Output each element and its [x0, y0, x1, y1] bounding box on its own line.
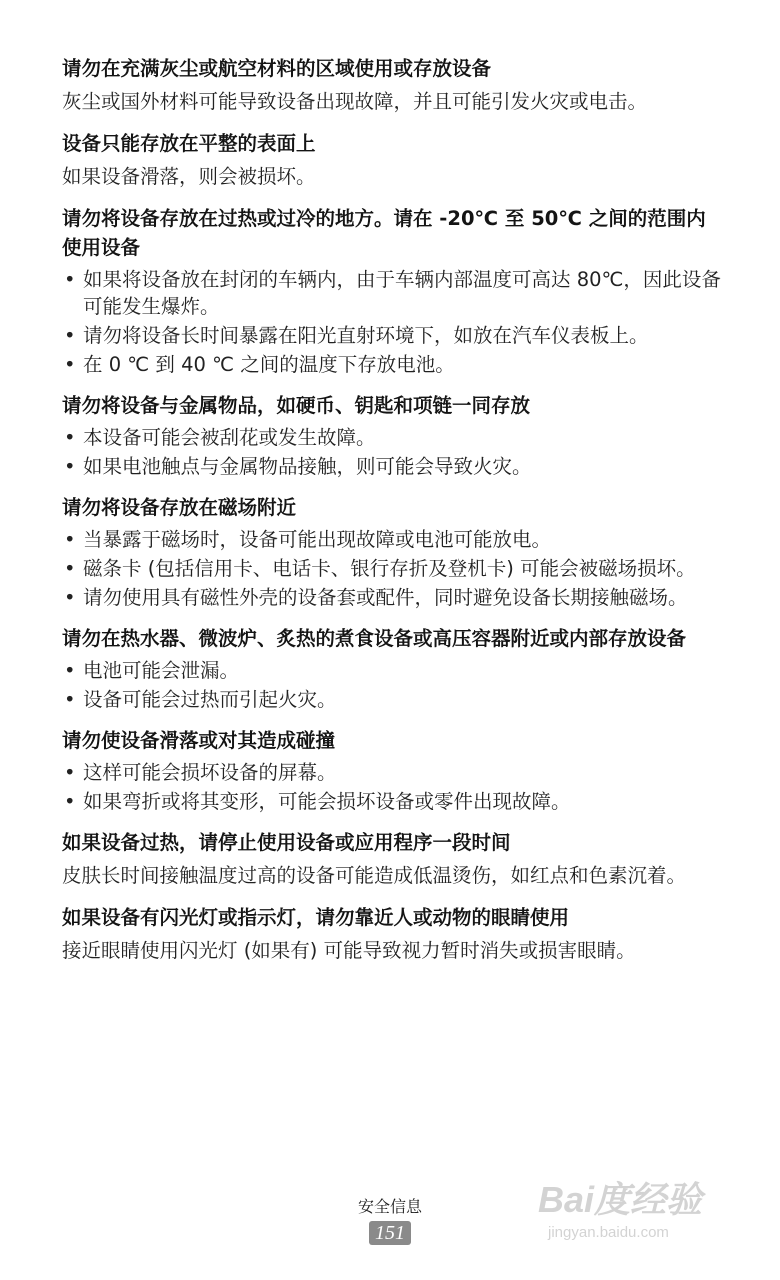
safety-section — [62, 493, 722, 611]
bullet-item — [62, 584, 722, 611]
bullet-item — [62, 351, 722, 378]
bullet-text: 这样可能会损坏设备的屏幕。 — [83, 761, 337, 784]
bullet-text: 如果电池触点与金属物品接触，则可能会导致火灾。 — [83, 455, 532, 478]
section-heading: 请勿在热水器、微波炉、炙热的煮食设备或高压容器附近或内部存放设备 — [62, 627, 687, 650]
bullet-text: 电池可能会泄漏。 — [83, 659, 240, 682]
bullet-dot-icon: • — [64, 761, 76, 784]
section-body: 灰尘或国外材料可能导致设备出现故障，并且可能引发火灾或电击。 — [62, 90, 648, 113]
bullet-dot-icon: • — [64, 426, 76, 449]
bullet-dot-icon: • — [64, 455, 76, 478]
safety-section — [62, 54, 722, 116]
section-heading: 请勿在充满灰尘或航空材料的区域使用或存放设备 — [62, 57, 492, 80]
safety-section — [62, 726, 722, 815]
section-heading: 如果设备有闪光灯或指示灯，请勿靠近人或动物的眼睛使用 — [62, 906, 570, 929]
bullet-text: 请勿将设备长时间暴露在阳光直射环境下，如放在汽车仪表板上。 — [83, 324, 649, 347]
bullet-list — [62, 657, 722, 713]
bullet-item — [62, 526, 722, 553]
safety-section — [62, 624, 722, 713]
section-body: 如果设备滑落，则会被损坏。 — [62, 165, 316, 188]
section-heading: 请勿将设备与金属物品，如硬币、钥匙和项链一同存放 — [62, 394, 531, 417]
bullet-text: 本设备可能会被刮花或发生故障。 — [83, 426, 376, 449]
footer-title: 安全信息 — [357, 1197, 422, 1216]
bullet-item — [62, 686, 722, 713]
safety-section — [62, 828, 722, 890]
bullet-text: 如果弯折或将其变形，可能会损坏设备或零件出现故障。 — [83, 790, 571, 813]
bullet-list — [62, 424, 722, 480]
bullet-item — [62, 555, 722, 582]
bullet-item — [62, 759, 722, 786]
bullet-text: 请勿使用具有磁性外壳的设备套或配件，同时避免设备长期接触磁场。 — [83, 586, 688, 609]
section-heading: 设备只能存放在平整的表面上 — [62, 132, 316, 155]
bullet-text: 设备可能会过热而引起火灾。 — [83, 688, 337, 711]
safety-section — [62, 204, 722, 378]
watermark-brand: Bai度经验 — [538, 1179, 703, 1220]
bullet-item — [62, 453, 722, 480]
bullet-text: 如果将设备放在封闭的车辆内，由于车辆内部温度可高达 80℃，因此设备可能发生爆炸。 — [83, 268, 721, 318]
bullet-list — [62, 266, 722, 378]
bullet-dot-icon: • — [64, 688, 76, 711]
bullet-dot-icon: • — [64, 353, 76, 376]
section-body: 接近眼睛使用闪光灯 (如果有) 可能导致视力暂时消失或损害眼睛。 — [62, 939, 636, 962]
bullet-text: 在 0 ℃ 到 40 ℃ 之间的温度下存放电池。 — [83, 353, 455, 376]
section-heading: 请勿使设备滑落或对其造成碰撞 — [62, 729, 336, 752]
bullet-dot-icon: • — [64, 659, 76, 682]
bullet-dot-icon: • — [64, 557, 76, 580]
bullet-list — [62, 759, 722, 815]
bullet-dot-icon: • — [64, 790, 76, 813]
bullet-text: 磁条卡 (包括信用卡、电话卡、银行存折及登机卡) 可能会被磁场损坏。 — [83, 557, 696, 580]
bullet-text: 当暴露于磁场时，设备可能出现故障或电池可能放电。 — [83, 528, 552, 551]
watermark-logo — [538, 1168, 738, 1248]
section-body: 皮肤长时间接触温度过高的设备可能造成低温烫伤，如红点和色素沉着。 — [62, 864, 687, 887]
section-heading: 请勿将设备存放在磁场附近 — [62, 496, 297, 519]
bullet-dot-icon: • — [64, 324, 76, 347]
bullet-item — [62, 322, 722, 349]
bullet-dot-icon: • — [64, 268, 76, 291]
bullet-list — [62, 526, 722, 611]
section-heading: 请勿将设备存放在过热或过冷的地方。请在 -20℃ 至 50℃ 之间的范围内使用设备 — [62, 207, 706, 259]
bullet-item — [62, 266, 722, 320]
document-body — [62, 54, 722, 978]
bullet-item — [62, 788, 722, 815]
watermark-url: jingyan.baidu.com — [548, 1224, 669, 1241]
bullet-item — [62, 424, 722, 451]
safety-section — [62, 391, 722, 480]
safety-section — [62, 903, 722, 965]
bullet-dot-icon: • — [64, 528, 76, 551]
bullet-item — [62, 657, 722, 684]
section-heading: 如果设备过热，请停止使用设备或应用程序一段时间 — [62, 831, 511, 854]
page-number: 151 — [369, 1221, 411, 1245]
safety-section — [62, 129, 722, 191]
bullet-dot-icon: • — [64, 586, 76, 609]
